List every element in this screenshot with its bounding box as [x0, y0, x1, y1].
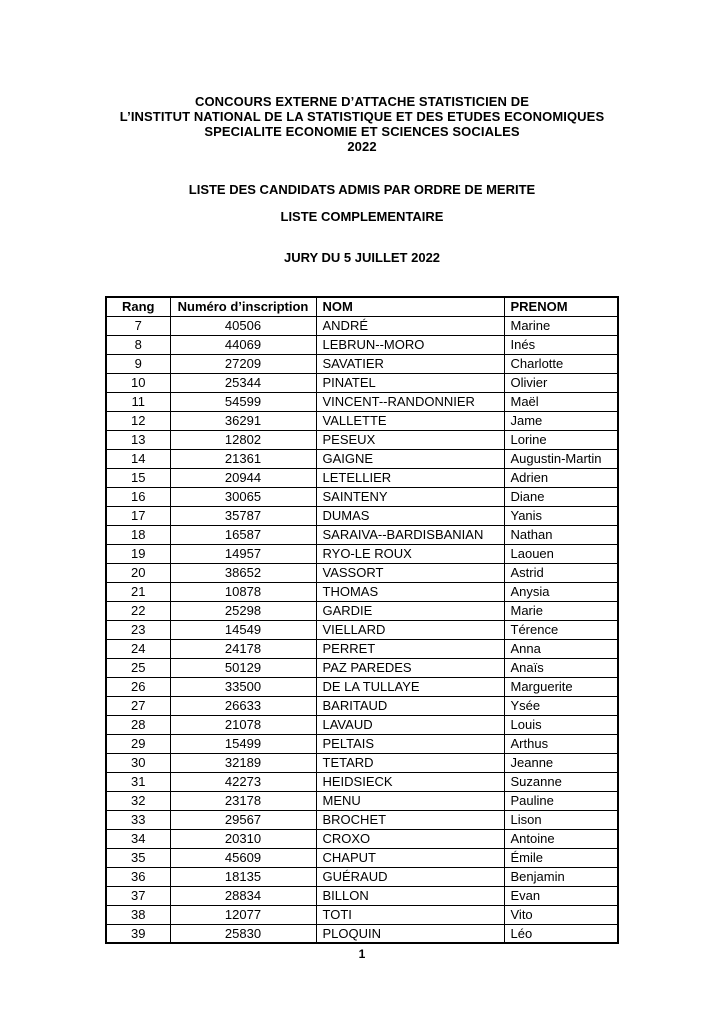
- cell-nom: THOMAS: [316, 582, 504, 601]
- cell-nom: LETELLIER: [316, 468, 504, 487]
- cell-nom: RYO-LE ROUX: [316, 544, 504, 563]
- table-row: [106, 411, 618, 430]
- cell-rang: 10: [106, 373, 170, 392]
- table-header-row: [106, 297, 618, 316]
- cell-nom: DUMAS: [316, 506, 504, 525]
- cell-nom: GARDIE: [316, 601, 504, 620]
- cell-nom: TETARD: [316, 753, 504, 772]
- title-line-3: SPECIALITE ECONOMIE ET SCIENCES SOCIALES: [204, 124, 520, 139]
- cell-numero: 20310: [170, 829, 316, 848]
- cell-prenom: Jeanne: [504, 753, 618, 772]
- list-title: LISTE DES CANDIDATS ADMIS PAR ORDRE DE MERITE: [188, 182, 536, 197]
- cell-rang: 37: [106, 886, 170, 905]
- table-row: [106, 867, 618, 886]
- cell-rang: 17: [106, 506, 170, 525]
- cell-nom: PERRET: [316, 639, 504, 658]
- cell-numero: 40506: [170, 316, 316, 335]
- cell-numero: 30065: [170, 487, 316, 506]
- cell-nom: GUÉRAUD: [316, 867, 504, 886]
- header-numero: Numéro d’inscription: [170, 297, 316, 316]
- cell-rang: 24: [106, 639, 170, 658]
- cell-nom: LAVAUD: [316, 715, 504, 734]
- cell-rang: 31: [106, 772, 170, 791]
- cell-prenom: Louis: [504, 715, 618, 734]
- header-prenom: PRENOM: [504, 297, 618, 316]
- cell-prenom: Lorine: [504, 430, 618, 449]
- cell-nom: PESEUX: [316, 430, 504, 449]
- table-row: [106, 696, 618, 715]
- cell-numero: 38652: [170, 563, 316, 582]
- header-nom: NOM: [316, 297, 504, 316]
- cell-nom: CROXO: [316, 829, 504, 848]
- table-row: [106, 582, 618, 601]
- table-row: [106, 316, 618, 335]
- cell-numero: 45609: [170, 848, 316, 867]
- table-row: [106, 886, 618, 905]
- cell-nom: LEBRUN--MORO: [316, 335, 504, 354]
- cell-prenom: Evan: [504, 886, 618, 905]
- cell-numero: 28834: [170, 886, 316, 905]
- cell-numero: 25830: [170, 924, 316, 943]
- cell-nom: PELTAIS: [316, 734, 504, 753]
- table-row: [106, 924, 618, 943]
- cell-prenom: Lison: [504, 810, 618, 829]
- cell-numero: 15499: [170, 734, 316, 753]
- cell-prenom: Suzanne: [504, 772, 618, 791]
- cell-prenom: Laouen: [504, 544, 618, 563]
- table-row: [106, 506, 618, 525]
- candidates-tbody: [106, 316, 618, 943]
- cell-numero: 54599: [170, 392, 316, 411]
- table-row: [106, 658, 618, 677]
- cell-numero: 42273: [170, 772, 316, 791]
- cell-rang: 9: [106, 354, 170, 373]
- cell-rang: 22: [106, 601, 170, 620]
- title-line-2: L’INSTITUT NATIONAL DE LA STATISTIQUE ET DES ETUDES ECONOMIQUES: [119, 109, 605, 124]
- cell-rang: 15: [106, 468, 170, 487]
- cell-nom: BARITAUD: [316, 696, 504, 715]
- cell-prenom: Marguerite: [504, 677, 618, 696]
- cell-prenom: Olivier: [504, 373, 618, 392]
- cell-rang: 33: [106, 810, 170, 829]
- jury-date: JURY DU 5 JUILLET 2022: [283, 250, 441, 265]
- cell-prenom: Anaïs: [504, 658, 618, 677]
- cell-rang: 25: [106, 658, 170, 677]
- cell-nom: VINCENT--RANDONNIER: [316, 392, 504, 411]
- cell-rang: 16: [106, 487, 170, 506]
- table-row: [106, 829, 618, 848]
- cell-prenom: Émile: [504, 848, 618, 867]
- cell-rang: 21: [106, 582, 170, 601]
- cell-rang: 29: [106, 734, 170, 753]
- cell-prenom: Benjamin: [504, 867, 618, 886]
- table-row: [106, 848, 618, 867]
- cell-prenom: Maël: [504, 392, 618, 411]
- table-row: [106, 335, 618, 354]
- table-row: [106, 563, 618, 582]
- cell-nom: VALLETTE: [316, 411, 504, 430]
- candidates-table: [105, 296, 619, 944]
- cell-numero: 21078: [170, 715, 316, 734]
- cell-nom: MENU: [316, 791, 504, 810]
- table-row: [106, 544, 618, 563]
- cell-nom: PAZ PAREDES: [316, 658, 504, 677]
- cell-prenom: Anysia: [504, 582, 618, 601]
- list-subtitle: LISTE COMPLEMENTAIRE: [280, 209, 444, 224]
- cell-rang: 12: [106, 411, 170, 430]
- table-row: [106, 620, 618, 639]
- cell-prenom: Astrid: [504, 563, 618, 582]
- cell-rang: 18: [106, 525, 170, 544]
- cell-numero: 20944: [170, 468, 316, 487]
- cell-rang: 14: [106, 449, 170, 468]
- cell-numero: 29567: [170, 810, 316, 829]
- cell-nom: ANDRÉ: [316, 316, 504, 335]
- table-row: [106, 905, 618, 924]
- page-number: 1: [358, 947, 366, 961]
- cell-numero: 14957: [170, 544, 316, 563]
- title-line-1: CONCOURS EXTERNE D’ATTACHE STATISTICIEN DE: [194, 94, 530, 109]
- cell-numero: 21361: [170, 449, 316, 468]
- cell-numero: 25298: [170, 601, 316, 620]
- cell-rang: 32: [106, 791, 170, 810]
- cell-numero: 16587: [170, 525, 316, 544]
- cell-prenom: Léo: [504, 924, 618, 943]
- cell-prenom: Vito: [504, 905, 618, 924]
- table-row: [106, 449, 618, 468]
- cell-nom: BILLON: [316, 886, 504, 905]
- cell-rang: 8: [106, 335, 170, 354]
- cell-rang: 19: [106, 544, 170, 563]
- cell-numero: 14549: [170, 620, 316, 639]
- cell-nom: BROCHET: [316, 810, 504, 829]
- cell-nom: VASSORT: [316, 563, 504, 582]
- cell-prenom: Pauline: [504, 791, 618, 810]
- table-row: [106, 601, 618, 620]
- table-row: [106, 639, 618, 658]
- cell-numero: 32189: [170, 753, 316, 772]
- table-row: [106, 810, 618, 829]
- cell-nom: CHAPUT: [316, 848, 504, 867]
- cell-numero: 18135: [170, 867, 316, 886]
- cell-rang: 27: [106, 696, 170, 715]
- cell-numero: 23178: [170, 791, 316, 810]
- document-title: [0, 94, 724, 154]
- cell-rang: 30: [106, 753, 170, 772]
- cell-numero: 35787: [170, 506, 316, 525]
- cell-nom: DE LA TULLAYE: [316, 677, 504, 696]
- cell-rang: 34: [106, 829, 170, 848]
- cell-numero: 24178: [170, 639, 316, 658]
- table-row: [106, 373, 618, 392]
- cell-nom: SARAIVA--BARDISBANIAN: [316, 525, 504, 544]
- table-row: [106, 791, 618, 810]
- cell-prenom: Arthus: [504, 734, 618, 753]
- cell-numero: 25344: [170, 373, 316, 392]
- table-row: [106, 715, 618, 734]
- cell-nom: SAVATIER: [316, 354, 504, 373]
- table-row: [106, 468, 618, 487]
- table-row: [106, 354, 618, 373]
- cell-nom: VIELLARD: [316, 620, 504, 639]
- cell-numero: 26633: [170, 696, 316, 715]
- table-row: [106, 487, 618, 506]
- table-row: [106, 734, 618, 753]
- cell-prenom: Anna: [504, 639, 618, 658]
- cell-numero: 27209: [170, 354, 316, 373]
- cell-prenom: Charlotte: [504, 354, 618, 373]
- header-rang: Rang: [106, 297, 170, 316]
- cell-numero: 44069: [170, 335, 316, 354]
- cell-numero: 50129: [170, 658, 316, 677]
- cell-prenom: Nathan: [504, 525, 618, 544]
- cell-prenom: Antoine: [504, 829, 618, 848]
- cell-rang: 38: [106, 905, 170, 924]
- cell-rang: 23: [106, 620, 170, 639]
- cell-numero: 12802: [170, 430, 316, 449]
- cell-prenom: Jame: [504, 411, 618, 430]
- cell-rang: 7: [106, 316, 170, 335]
- table-row: [106, 392, 618, 411]
- title-line-4: 2022: [347, 139, 377, 154]
- table-row: [106, 525, 618, 544]
- cell-numero: 10878: [170, 582, 316, 601]
- cell-numero: 12077: [170, 905, 316, 924]
- cell-prenom: Augustin-Martin: [504, 449, 618, 468]
- table-row: [106, 753, 618, 772]
- cell-rang: 13: [106, 430, 170, 449]
- cell-rang: 35: [106, 848, 170, 867]
- cell-nom: SAINTENY: [316, 487, 504, 506]
- table-row: [106, 772, 618, 791]
- cell-prenom: Marine: [504, 316, 618, 335]
- cell-rang: 36: [106, 867, 170, 886]
- table-row: [106, 430, 618, 449]
- cell-nom: GAIGNE: [316, 449, 504, 468]
- cell-numero: 33500: [170, 677, 316, 696]
- cell-prenom: Adrien: [504, 468, 618, 487]
- cell-prenom: Térence: [504, 620, 618, 639]
- table-row: [106, 677, 618, 696]
- cell-prenom: Marie: [504, 601, 618, 620]
- cell-numero: 36291: [170, 411, 316, 430]
- cell-nom: HEIDSIECK: [316, 772, 504, 791]
- cell-rang: 20: [106, 563, 170, 582]
- cell-rang: 11: [106, 392, 170, 411]
- cell-rang: 28: [106, 715, 170, 734]
- cell-prenom: Inés: [504, 335, 618, 354]
- cell-prenom: Ysée: [504, 696, 618, 715]
- cell-prenom: Diane: [504, 487, 618, 506]
- cell-nom: TOTI: [316, 905, 504, 924]
- cell-prenom: Yanis: [504, 506, 618, 525]
- cell-nom: PLOQUIN: [316, 924, 504, 943]
- cell-rang: 39: [106, 924, 170, 943]
- cell-rang: 26: [106, 677, 170, 696]
- cell-nom: PINATEL: [316, 373, 504, 392]
